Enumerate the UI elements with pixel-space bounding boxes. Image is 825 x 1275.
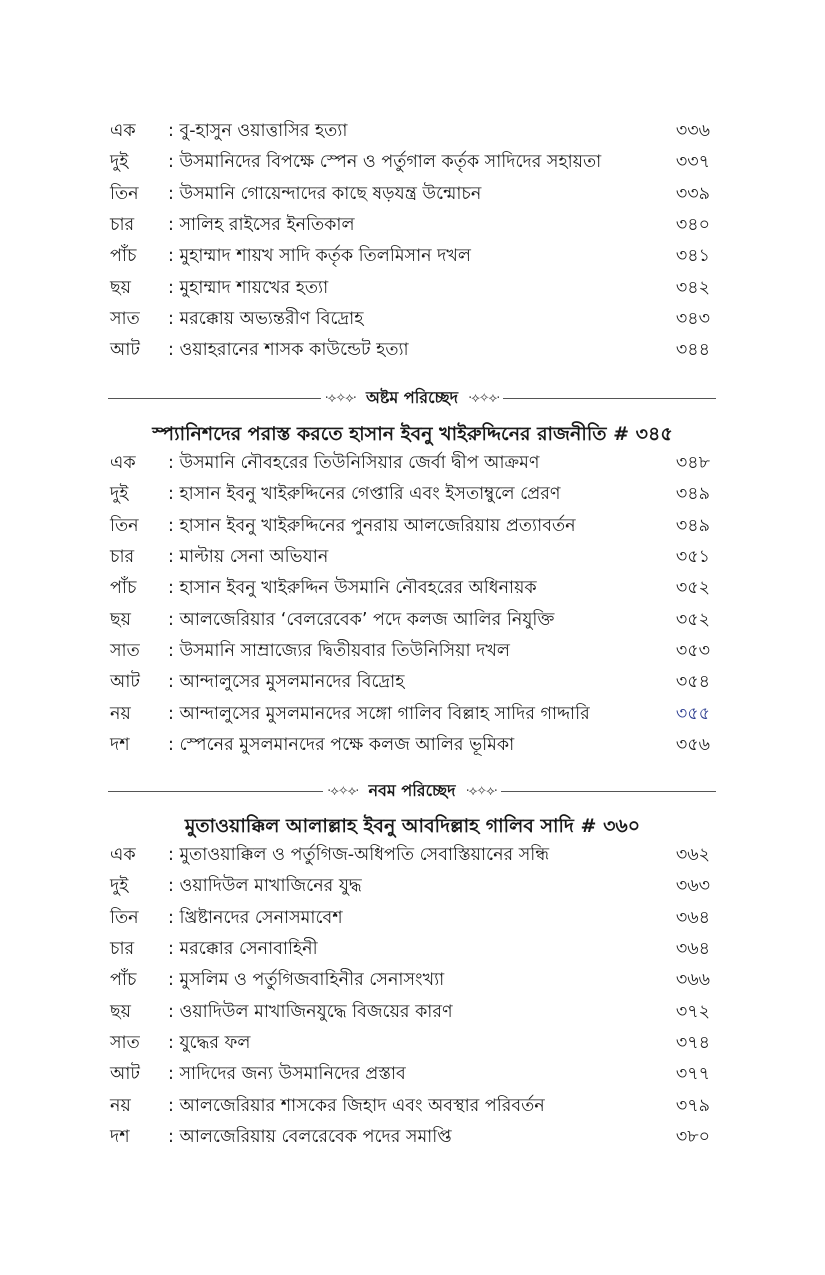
toc-entry bbox=[110, 449, 710, 480]
entry-page: ৩৭৯ bbox=[675, 1095, 710, 1116]
entry-number: ছয় bbox=[110, 609, 131, 630]
entry-number: চার bbox=[110, 547, 135, 568]
entry-number: দশ bbox=[110, 734, 130, 755]
entry-page: ৩৫৬ bbox=[675, 734, 710, 755]
toc-entry bbox=[110, 480, 710, 511]
entry-number: দুই bbox=[110, 484, 129, 505]
toc-entry bbox=[110, 305, 710, 336]
entry-page: ৩৩৭ bbox=[675, 152, 710, 173]
entry-number: দুই bbox=[110, 876, 129, 897]
toc-entry bbox=[110, 731, 710, 762]
toc-entry bbox=[110, 699, 710, 730]
entry-title: : ওয়াহরানের শাসক কাউন্ডেট হত্যা bbox=[168, 340, 409, 361]
toc-entry bbox=[110, 997, 710, 1028]
entry-title: : মুতাওয়াক্কিল ও পর্তুগিজ-অধিপতি সেবাস্তিয়ানের সন্ধি bbox=[168, 845, 550, 866]
entry-number: নয় bbox=[110, 703, 131, 724]
toc-section-chapter-9 bbox=[110, 841, 710, 1154]
entry-page: ৩৩৬ bbox=[675, 121, 710, 142]
entry-number: সাত bbox=[110, 640, 140, 661]
divider-line bbox=[501, 791, 716, 792]
entry-page: ৩৪১ bbox=[675, 246, 710, 267]
chapter-title: মুতাওয়াক্কিল আলাল্লাহ ইবনু আবদিল্লাহ গালিব সাদি # ৩৬০ bbox=[184, 815, 641, 837]
entry-page: ৩৫২ bbox=[675, 609, 710, 630]
entry-title: : মরক্কোয় অভ্যন্তরীণ বিদ্রোহ bbox=[168, 308, 364, 329]
entry-number: ছয় bbox=[110, 1001, 131, 1022]
chapter-title: স্প্যানিশদের পরাস্ত করতে হাসান ইবনু খাইরুদ্দিনের রাজনীতি # ৩৪৫ bbox=[152, 423, 673, 445]
entry-number: চার bbox=[110, 939, 135, 960]
toc-entry bbox=[110, 1060, 710, 1091]
entry-number: আট bbox=[110, 340, 140, 361]
entry-title: : খ্রিষ্টানদের সেনাসমাবেশ bbox=[168, 907, 343, 928]
entry-title: : মুসলিম ও পর্তুগিজবাহিনীর সেনাসংখ্যা bbox=[168, 970, 445, 991]
toc-entry bbox=[110, 637, 710, 668]
entry-page: ৩৭৭ bbox=[675, 1064, 710, 1085]
entry-title: : আলজেরিয়ার শাসকের জিহাদ এবং অবস্থার পরিবর্তন bbox=[168, 1095, 545, 1116]
entry-number: তিন bbox=[110, 515, 139, 536]
entry-page: ৩৪৯ bbox=[675, 515, 710, 536]
toc-entry bbox=[110, 336, 710, 367]
entry-page: ৩৩৯ bbox=[675, 183, 710, 204]
entry-title: : যুদ্ধের ফল bbox=[168, 1032, 251, 1053]
entry-title: : মরক্কোর সেনাবাহিনী bbox=[168, 939, 318, 960]
entry-title: : ওয়াদিউল মাখাজিনযুদ্ধে বিজয়ের কারণ bbox=[168, 1001, 453, 1022]
ornament-icon: ·⟡✧⟡· bbox=[327, 783, 359, 799]
toc-entry bbox=[110, 1091, 710, 1122]
entry-number: ছয় bbox=[110, 277, 131, 298]
toc-entry bbox=[110, 180, 710, 211]
entry-number: এক bbox=[110, 845, 136, 866]
entry-number: পাঁচ bbox=[110, 970, 137, 991]
entry-number: পাঁচ bbox=[110, 578, 137, 599]
ornament-icon: ·⟡✧⟡· bbox=[468, 390, 500, 406]
entry-number: এক bbox=[110, 453, 136, 474]
entry-page: ৩৫১ bbox=[675, 547, 710, 568]
entry-number: সাত bbox=[110, 1032, 140, 1053]
divider-line bbox=[108, 791, 323, 792]
entry-title: : সালিহ রাইসের ইনতিকাল bbox=[168, 215, 355, 236]
entry-page: ৩৭৪ bbox=[675, 1032, 710, 1053]
toc-section-continuation bbox=[110, 117, 710, 367]
entry-page: ৩৫৫ bbox=[675, 703, 710, 724]
toc-entry bbox=[110, 966, 710, 997]
chapter-divider bbox=[108, 779, 716, 803]
entry-page: ৩৪৪ bbox=[675, 340, 710, 361]
toc-entry bbox=[110, 1123, 710, 1154]
ornament-icon: ·⟡✧⟡· bbox=[465, 783, 497, 799]
entry-number: তিন bbox=[110, 183, 139, 204]
entry-number: নয় bbox=[110, 1095, 131, 1116]
entry-page: ৩৫২ bbox=[675, 578, 710, 599]
entry-page: ৩৪২ bbox=[675, 277, 710, 298]
entry-title: : আলজেরিয়ার ‘বেলরেবেক’ পদে কলজ আলির নিযুক্তি bbox=[168, 609, 555, 630]
toc-entry bbox=[110, 273, 710, 304]
entry-title: : মুহাম্মাদ শায়খ সাদি কর্তৃক তিলমিসান দখল bbox=[168, 246, 471, 267]
entry-page: ৩৬২ bbox=[675, 845, 710, 866]
entry-page: ৩৫৩ bbox=[675, 640, 710, 661]
chapter-divider bbox=[108, 386, 716, 410]
entry-page: ৩৬৩ bbox=[675, 876, 710, 897]
chapter-label: অষ্টম পরিচ্ছেদ bbox=[365, 387, 459, 407]
toc-entry bbox=[110, 242, 710, 273]
entry-title: : উসমানি গোয়েন্দাদের কাছে ষড়যন্ত্র উন্মোচন bbox=[168, 183, 482, 204]
entry-page: ৩৮০ bbox=[675, 1126, 710, 1147]
toc-entry bbox=[110, 512, 710, 543]
toc-entry bbox=[110, 574, 710, 605]
entry-page: ৩৪৩ bbox=[675, 308, 710, 329]
entry-title: : মাল্টায় সেনা অভিযান bbox=[168, 547, 329, 568]
entry-number: দুই bbox=[110, 152, 129, 173]
chapter-label: নবম পরিচ্ছেদ bbox=[368, 780, 456, 800]
entry-title: : বু-হাসুন ওয়াত্তাসির হত্যা bbox=[168, 121, 348, 142]
entry-number: আট bbox=[110, 1064, 140, 1085]
toc-entry bbox=[110, 117, 710, 148]
toc-entry bbox=[110, 872, 710, 903]
entry-page: ৩৭২ bbox=[675, 1001, 710, 1022]
entry-title: : আন্দালুসের মুসলমানদের সঙ্গো গালিব বিল্লাহ সাদির গাদ্দারি bbox=[168, 703, 590, 724]
divider-line bbox=[108, 398, 321, 399]
entry-title: : সাদিদের জন্য উসমানিদের প্রস্তাব bbox=[168, 1064, 406, 1085]
toc-entry bbox=[110, 841, 710, 872]
entry-number: চার bbox=[110, 215, 135, 236]
entry-page: ৩৫৪ bbox=[675, 672, 710, 693]
entry-title: : আন্দালুসের মুসলমানদের বিদ্রোহ bbox=[168, 672, 405, 693]
entry-number: সাত bbox=[110, 308, 140, 329]
entry-page: ৩৪০ bbox=[675, 215, 710, 236]
entry-title: : উসমানিদের বিপক্ষে স্পেন ও পর্তুগাল কর্তৃক সাদিদের সহায়তা bbox=[168, 152, 602, 173]
divider-line bbox=[503, 398, 716, 399]
entry-number: এক bbox=[110, 121, 136, 142]
entry-page: ৩৪৯ bbox=[675, 484, 710, 505]
toc-entry bbox=[110, 148, 710, 179]
toc-entry bbox=[110, 211, 710, 242]
entry-title: : মুহাম্মাদ শায়খের হত্যা bbox=[168, 277, 329, 298]
entry-page: ৩৬৬ bbox=[675, 970, 710, 991]
entry-page: ৩৬৪ bbox=[675, 907, 710, 928]
entry-title: : হাসান ইবনু খাইরুদ্দিন উসমানি নৌবহরের অধিনায়ক bbox=[168, 578, 537, 599]
entry-title: : উসমানি নৌবহরের তিউনিসিয়ার জের্বা দ্বীপ আক্রমণ bbox=[168, 453, 540, 474]
toc-entry bbox=[110, 605, 710, 636]
entry-title: : ওয়াদিউল মাখাজিনের যুদ্ধ bbox=[168, 876, 362, 897]
entry-number: পাঁচ bbox=[110, 246, 137, 267]
entry-title: : হাসান ইবনু খাইরুদ্দিনের পুনরায় আলজেরিয়ায় প্রত্যাবর্তন bbox=[168, 515, 576, 536]
toc-entry bbox=[110, 668, 710, 699]
toc-entry bbox=[110, 935, 710, 966]
entry-title: : স্পেনের মুসলমানদের পক্ষে কলজ আলির ভূমিকা bbox=[168, 734, 515, 755]
entry-number: দশ bbox=[110, 1126, 130, 1147]
toc-entry bbox=[110, 904, 710, 935]
toc-entry bbox=[110, 1029, 710, 1060]
toc-section-chapter-8 bbox=[110, 449, 710, 762]
entry-number: তিন bbox=[110, 907, 139, 928]
entry-number: আট bbox=[110, 672, 140, 693]
toc-entry bbox=[110, 543, 710, 574]
entry-title: : আলজেরিয়ায় বেলরেবেক পদের সমাপ্তি bbox=[168, 1126, 452, 1147]
entry-title: : উসমানি সাম্রাজ্যের দ্বিতীয়বার তিউনিসিয়া দখল bbox=[168, 640, 510, 661]
entry-title: : হাসান ইবনু খাইরুদ্দিনের গেপ্তারি এবং ইসতাম্বুলে প্রেরণ bbox=[168, 484, 561, 505]
ornament-icon: ·⟡✧⟡· bbox=[324, 390, 356, 406]
entry-page: ৩৪৮ bbox=[675, 453, 710, 474]
entry-page: ৩৬৪ bbox=[675, 939, 710, 960]
